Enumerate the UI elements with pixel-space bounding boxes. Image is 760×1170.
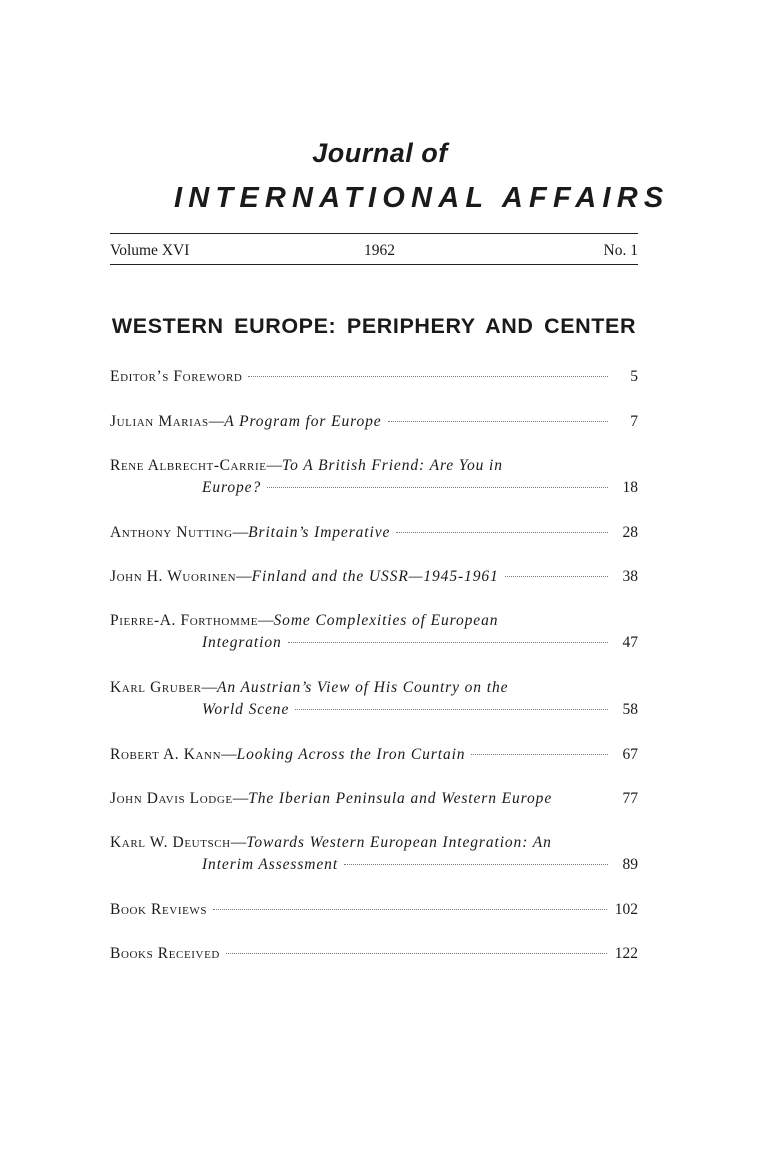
toc-entry-book-reviews[interactable] <box>110 899 638 921</box>
toc-dash: — <box>208 413 225 430</box>
dot-leader <box>471 754 608 755</box>
dot-leader <box>344 864 608 865</box>
dot-leader <box>213 909 607 910</box>
toc-page-number: 89 <box>622 856 638 873</box>
toc-author: Book Reviews <box>110 901 208 918</box>
toc-author: Karl W. Deutsch <box>110 834 231 851</box>
issue-title: WESTERN EUROPE: PERIPHERY AND CENTER <box>111 314 637 338</box>
toc-entry-albrecht-carrie[interactable] <box>110 455 638 499</box>
toc-author: Editor’s Foreword <box>110 368 243 385</box>
dot-leader <box>288 642 608 643</box>
toc-article-title: Britain’s Imperative <box>248 524 391 541</box>
toc-entry-wuorinen[interactable] <box>110 566 638 588</box>
toc-article-title-cont: World Scene <box>202 701 290 718</box>
toc-author: Pierre-A. Forthomme <box>110 612 259 629</box>
volume-label: Volume XVI <box>110 242 190 259</box>
toc-entry-deutsch[interactable] <box>110 832 638 876</box>
toc-article-title-cont: Interim Assessment <box>202 856 339 873</box>
toc-page-number: 7 <box>630 413 638 430</box>
toc-article-title-cont: Europe? <box>202 479 262 496</box>
toc-author: Rene Albrecht-Carrie <box>110 457 267 474</box>
toc-author: John Davis Lodge <box>110 790 233 807</box>
dot-leader <box>388 421 608 422</box>
toc-article-title: An Austrian’s View of His Country on the <box>217 679 509 696</box>
toc-article-title: The Iberian Peninsula and Western Europe <box>248 790 553 807</box>
toc-author: Anthony Nutting <box>110 524 233 541</box>
toc-entry-forthomme[interactable] <box>110 610 638 654</box>
toc-page-number: 77 <box>622 790 638 807</box>
toc-entry-editors-foreword[interactable] <box>110 366 638 388</box>
toc-author: John H. Wuorinen <box>110 568 237 585</box>
dot-leader <box>267 487 608 488</box>
toc-entry-marias[interactable] <box>110 411 638 433</box>
volume-bar <box>110 241 638 261</box>
dot-leader <box>396 532 608 533</box>
toc-entry-books-received[interactable] <box>110 943 638 965</box>
toc-page-number: 102 <box>614 901 638 918</box>
toc-page-number: 47 <box>622 634 638 651</box>
toc-author: Robert A. Kann <box>110 746 222 763</box>
toc-entry-nutting[interactable] <box>110 522 638 544</box>
toc-page-number: 67 <box>622 746 638 763</box>
toc-page-number: 38 <box>622 568 638 585</box>
toc-article-title-cont: Integration <box>202 634 282 651</box>
toc-page-number: 122 <box>614 945 638 962</box>
toc-author: Books Received <box>110 945 220 962</box>
toc-entry-lodge[interactable] <box>110 788 638 810</box>
toc-dash: — <box>266 457 283 474</box>
toc-dash: — <box>232 790 249 807</box>
bottom-rule <box>110 264 638 265</box>
dot-leader <box>226 953 607 954</box>
toc-entry-kann[interactable] <box>110 744 638 766</box>
toc-dash: — <box>201 679 218 696</box>
toc-article-title: Finland and the USSR—1945-1961 <box>251 568 499 585</box>
issue-number-label: No. 1 <box>603 242 638 259</box>
year-label: 1962 <box>364 242 395 259</box>
toc-dash: — <box>236 568 252 585</box>
dot-leader <box>248 376 608 377</box>
toc-dash: — <box>221 746 237 763</box>
toc-dash: — <box>232 524 249 541</box>
toc-article-title: Some Complexities of European <box>273 612 499 629</box>
toc-entry-gruber[interactable] <box>110 677 638 721</box>
toc-page-number: 28 <box>622 524 638 541</box>
top-rule <box>110 233 638 234</box>
toc-article-title: To A British Friend: Are You in <box>282 457 503 474</box>
toc-article-title: Towards Western European Integration: An <box>246 834 552 851</box>
toc-page-number: 58 <box>622 701 638 718</box>
toc-author: Julian Marias <box>110 413 209 430</box>
toc-author: Karl Gruber <box>110 679 202 696</box>
toc-dash: — <box>258 612 274 629</box>
toc-article-title: A Program for Europe <box>224 413 382 430</box>
toc-dash: — <box>230 834 247 851</box>
dot-leader <box>295 709 608 710</box>
journal-name-heading: INTERNATIONAL AFFAIRS <box>174 182 670 214</box>
journal-of-heading: Journal of <box>312 138 448 168</box>
toc-page-number: 18 <box>622 479 638 496</box>
toc-article-title: Looking Across the Iron Curtain <box>236 746 466 763</box>
dot-leader <box>505 576 608 577</box>
toc-page-number: 5 <box>630 368 638 385</box>
